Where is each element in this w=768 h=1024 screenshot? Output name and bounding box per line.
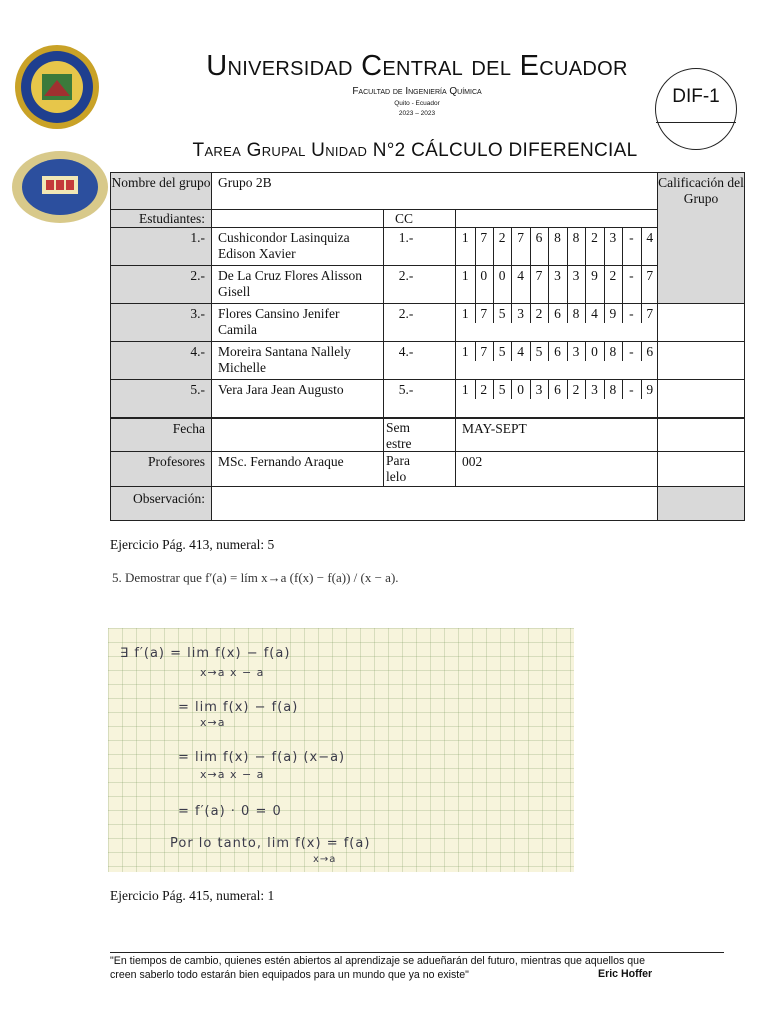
cc-digit: 1 xyxy=(461,306,469,321)
cc-label-cell xyxy=(383,209,456,228)
cc-digit-separator xyxy=(641,228,642,267)
exercise-1-statement: 5. Demostrar que f′(a) = lím x→a (f(x) − f(a)) / (x − a). xyxy=(112,570,399,585)
student-grade-cell xyxy=(657,303,745,342)
cc-digit: 3 xyxy=(517,306,525,321)
students-label: Estudiantes: xyxy=(139,211,205,226)
university-name: Universidad Central del Ecuador xyxy=(206,50,628,82)
student-number: 2.- xyxy=(190,268,205,283)
handwritten-line-5: = lim f(x) − f(a) (x−a) xyxy=(178,750,346,765)
cc-digit-separator xyxy=(604,380,605,399)
date-value-cell xyxy=(211,418,384,452)
cc-digit: 8 xyxy=(554,230,561,245)
cc-digit: 5 xyxy=(535,344,543,359)
cc-digit-separator xyxy=(511,380,512,399)
cc-label: CC xyxy=(394,211,413,226)
handwritten-line-3: = lim f(x) − f(a) xyxy=(178,700,299,715)
cc-digit-separator xyxy=(493,266,494,305)
student-cc-number: 1.- xyxy=(398,230,414,245)
cc-digit: 1 xyxy=(461,268,469,283)
teachers-value: MSc. Fernando Araque xyxy=(218,454,344,469)
student-number: 1.- xyxy=(190,230,205,245)
cc-digit-separator xyxy=(475,266,476,305)
cc-digit: 6 xyxy=(535,230,543,245)
cc-digit: 3 xyxy=(535,382,543,397)
cc-digit-separator xyxy=(604,266,605,305)
cc-digit: 2 xyxy=(480,382,488,397)
cc-digit-separator xyxy=(641,304,642,323)
cc-digit: 5 xyxy=(498,344,506,359)
cc-digit: 4 xyxy=(646,230,654,245)
cc-digit-separator xyxy=(548,304,549,323)
cc-digit: 8 xyxy=(609,344,617,359)
cc-digit-separator xyxy=(511,266,512,305)
student-name: Moreira Santana Nallely Michelle xyxy=(218,344,351,375)
grade-cell xyxy=(657,172,745,304)
cc-digit-separator xyxy=(585,266,586,305)
cc-digit: 8 xyxy=(609,382,617,397)
cc-digit: 2 xyxy=(591,230,598,245)
cc-digit-separator xyxy=(548,266,549,305)
student-cc-number-cell xyxy=(383,303,456,342)
cc-digit: 6 xyxy=(646,344,654,359)
student-number: 4.- xyxy=(190,344,205,359)
cc-digit-separator xyxy=(604,304,605,323)
footer-divider xyxy=(110,952,724,953)
cc-digit: 6 xyxy=(554,344,561,359)
cc-digit: 7 xyxy=(646,268,654,283)
quote-line-2: creen saberlo todo estarán bien equipados para un mundo que ya no existe" xyxy=(110,969,469,981)
cc-digit-separator xyxy=(493,342,494,361)
cc-digit: 4 xyxy=(591,306,598,321)
student-cc-number: 2.- xyxy=(398,268,414,283)
cc-digit: 2 xyxy=(535,306,543,321)
cc-digit-separator xyxy=(475,228,476,267)
group-value: Grupo 2B xyxy=(218,175,272,190)
cc-digit: 4 xyxy=(517,268,525,283)
cc-digit-separator xyxy=(511,304,512,323)
cc-digit: - xyxy=(629,230,634,245)
city-label: Quito - Ecuador xyxy=(394,100,440,107)
student-name-cell xyxy=(211,341,384,380)
cc-digit-separator xyxy=(585,380,586,399)
group-value-cell xyxy=(211,172,658,210)
cc-digit-separator xyxy=(548,342,549,361)
observation-label: Observación: xyxy=(133,491,205,506)
group-info-table xyxy=(110,172,745,521)
cc-digit: 8 xyxy=(572,230,580,245)
cc-digit: 3 xyxy=(554,268,561,283)
parallel-label: Para lelo xyxy=(386,453,410,484)
group-label-cell xyxy=(110,172,212,210)
handwritten-line-6: x→a x − a xyxy=(200,768,265,781)
cc-digit: 0 xyxy=(498,268,506,283)
cc-digit: 1 xyxy=(461,382,469,397)
handwritten-line-1: ∃ f′(a) = lim f(x) − f(a) xyxy=(120,646,291,661)
student-cc-digits-cell xyxy=(455,303,658,342)
student-cc-digits-cell xyxy=(455,379,658,418)
quote-line-1: "En tiempos de cambio, quienes estén abiertos al aprendizaje se adueñarán del futuro, mientras que aquellos que xyxy=(110,955,645,967)
student-cc-number-cell xyxy=(383,227,456,266)
student-cc-digits-cell xyxy=(455,341,658,380)
cc-digit: 8 xyxy=(572,306,580,321)
cc-digit: 6 xyxy=(554,306,561,321)
cc-digit-separator xyxy=(622,304,623,323)
group-label: Nombre del grupo xyxy=(111,175,211,190)
cc-digit-separator xyxy=(585,342,586,361)
cc-digit-separator xyxy=(530,304,531,323)
student-name-cell xyxy=(211,227,384,266)
cc-digit-separator xyxy=(641,266,642,305)
cc-digit: - xyxy=(629,306,634,321)
student-name-cell xyxy=(211,265,384,304)
exercise-1-label: Ejercicio Pág. 413, numeral: 5 xyxy=(110,537,275,552)
cc-digit-separator xyxy=(530,380,531,399)
handwritten-line-9: x→a xyxy=(313,854,337,865)
cc-digit: 2 xyxy=(572,382,580,397)
student-cc-digits-cell xyxy=(455,227,658,266)
student-grade-cell xyxy=(657,341,745,380)
cc-digit: - xyxy=(629,344,634,359)
student-cc-number-cell xyxy=(383,379,456,418)
parallel-blank-cell xyxy=(657,451,745,487)
student-cc-number-cell xyxy=(383,265,456,304)
cc-digit: 7 xyxy=(646,306,654,321)
teachers-value-cell xyxy=(211,451,384,487)
handwritten-line-8: Por lo tanto, lim f(x) = f(a) xyxy=(170,836,371,851)
cc-digit: 3 xyxy=(572,344,580,359)
cc-digit: 7 xyxy=(535,268,543,283)
handwritten-line-7: = f′(a) · 0 = 0 xyxy=(178,804,282,819)
cc-digit-separator xyxy=(493,228,494,267)
faculty-seal-logo xyxy=(10,150,110,224)
cc-digit-separator xyxy=(548,228,549,267)
cc-digit: 0 xyxy=(517,382,525,397)
student-name-cell xyxy=(211,303,384,342)
parallel-label-cell xyxy=(383,451,456,487)
cc-digit-separator xyxy=(604,342,605,361)
cc-digit-separator xyxy=(567,342,568,361)
cc-digit-separator xyxy=(511,228,512,267)
cc-digit-separator xyxy=(622,342,623,361)
cc-digit-separator xyxy=(475,380,476,399)
cc-digit: 4 xyxy=(517,344,525,359)
cc-digit-separator xyxy=(567,266,568,305)
cc-digit-separator xyxy=(585,304,586,323)
student-number-cell xyxy=(110,303,212,342)
cc-digit-separator xyxy=(567,304,568,323)
cc-digit: 9 xyxy=(609,306,617,321)
cc-digit: 5 xyxy=(498,382,506,397)
cc-digit: 7 xyxy=(517,230,525,245)
student-cc-number: 4.- xyxy=(398,344,414,359)
cc-digit-separator xyxy=(493,304,494,323)
cc-digit-separator xyxy=(511,342,512,361)
student-name: Cushicondor Lasinquiza Edison Xavier xyxy=(218,230,350,261)
observation-label-cell xyxy=(110,486,212,521)
university-seal-logo xyxy=(14,44,100,130)
cc-digit: 7 xyxy=(480,230,488,245)
cc-digit-separator xyxy=(622,380,623,399)
cc-digit: 0 xyxy=(480,268,488,283)
parallel-value: 002 xyxy=(462,454,483,469)
quote-author: Eric Hoffer xyxy=(598,968,653,980)
semester-value: MAY-SEPT xyxy=(462,421,527,436)
student-name: Flores Cansino Jenifer Camila xyxy=(218,306,340,337)
cc-digit: 2 xyxy=(498,230,506,245)
date-label: Fecha xyxy=(172,421,205,436)
student-grade-cell xyxy=(657,379,745,418)
semester-label: Sem estre xyxy=(386,420,412,451)
cc-digits-header-cell xyxy=(455,209,658,228)
student-cc-digits-cell xyxy=(455,265,658,304)
teachers-label-cell xyxy=(110,451,212,487)
date-label-cell xyxy=(110,418,212,452)
cc-digit: 7 xyxy=(480,344,488,359)
cc-digit-separator xyxy=(475,304,476,323)
task-title: Tarea Grupal Unidad N°2 CÁLCULO DIFERENCIAL xyxy=(192,140,638,161)
grade-label: Calificación del Grupo xyxy=(658,175,744,206)
student-number: 5.- xyxy=(190,382,205,397)
document-code-badge xyxy=(655,68,737,150)
student-name: Vera Jara Jean Augusto xyxy=(218,382,344,397)
student-cc-number: 5.- xyxy=(398,382,414,397)
years-label: 2023 – 2023 xyxy=(398,110,436,117)
cc-digit: 9 xyxy=(591,268,598,283)
cc-digit-separator xyxy=(567,380,568,399)
student-number-cell xyxy=(110,341,212,380)
student-number-cell xyxy=(110,265,212,304)
parallel-value-cell xyxy=(455,451,658,487)
cc-digit: 3 xyxy=(591,382,598,397)
observation-value-cell xyxy=(211,486,658,521)
cc-digit-separator xyxy=(567,228,568,267)
students-label-cell xyxy=(110,209,212,228)
student-cc-number: 2.- xyxy=(398,306,414,321)
cc-digit: 9 xyxy=(646,382,654,397)
cc-digit-separator xyxy=(493,380,494,399)
cc-digit-separator xyxy=(604,228,605,267)
student-name: De La Cruz Flores Alisson Gisell xyxy=(218,268,362,299)
semester-label-cell xyxy=(383,418,456,452)
handwritten-solution-image xyxy=(108,628,574,872)
cc-digit-separator xyxy=(548,380,549,399)
cc-digit-separator xyxy=(530,266,531,305)
cc-digit: 3 xyxy=(572,268,580,283)
cc-digit-separator xyxy=(530,342,531,361)
cc-digit: - xyxy=(629,268,634,283)
cc-digit-separator xyxy=(641,342,642,361)
student-cc-number-cell xyxy=(383,341,456,380)
students-blank-cell xyxy=(211,209,384,228)
cc-digit-separator xyxy=(622,266,623,305)
student-name-cell xyxy=(211,379,384,418)
cc-digit: 2 xyxy=(609,268,617,283)
cc-digit: 0 xyxy=(591,344,598,359)
cc-digit: 7 xyxy=(480,306,488,321)
faculty-name: Facultad de Ingeniería Química xyxy=(352,86,482,97)
teachers-label: Profesores xyxy=(148,454,205,469)
cc-digit: 1 xyxy=(461,230,469,245)
semester-blank-cell xyxy=(657,418,745,452)
cc-digit: 5 xyxy=(498,306,506,321)
cc-digit-separator xyxy=(622,228,623,267)
student-number-cell xyxy=(110,379,212,418)
observation-grade-cell xyxy=(657,486,745,521)
student-number: 3.- xyxy=(190,306,205,321)
cc-digit: 6 xyxy=(554,382,561,397)
cc-digit: 3 xyxy=(609,230,617,245)
cc-digit-separator xyxy=(585,228,586,267)
semester-value-cell xyxy=(455,418,658,452)
cc-digit-separator xyxy=(475,342,476,361)
student-number-cell xyxy=(110,227,212,266)
cc-digit-separator xyxy=(641,380,642,399)
exercise-2-label: Ejercicio Pág. 415, numeral: 1 xyxy=(110,888,275,903)
cc-digit: - xyxy=(629,382,634,397)
cc-digit: 1 xyxy=(461,344,469,359)
badge-divider xyxy=(656,122,736,123)
handwritten-line-4: x→a xyxy=(200,716,226,729)
cc-digit-separator xyxy=(530,228,531,267)
document-code: DIF-1 xyxy=(672,86,720,107)
handwritten-line-2: x→a x − a xyxy=(200,666,265,679)
